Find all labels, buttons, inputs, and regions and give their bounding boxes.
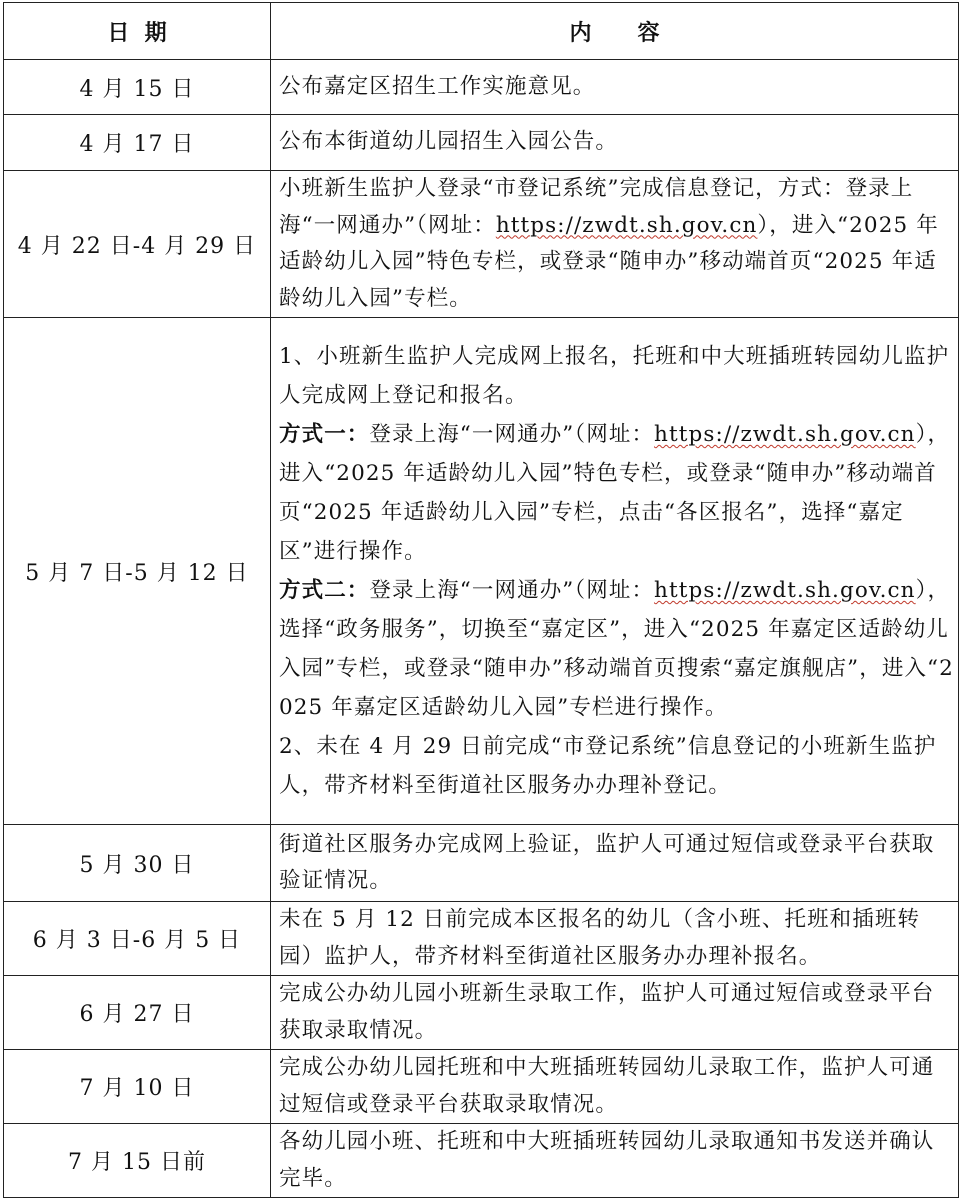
- table-row: [4, 318, 959, 825]
- row-date: 4 月 15 日: [4, 60, 271, 115]
- row-date: 6 月 27 日: [4, 976, 271, 1050]
- content-text: ），进入“2025 年适龄幼儿入园”特色专栏，或登录“随申办”移动端首页“2025 年适龄幼儿入园”专栏。: [279, 212, 939, 311]
- row-date: 7 月 15 日前: [4, 1124, 271, 1198]
- table-row: [4, 60, 959, 115]
- content-text: 登录上海“一网通办”（网址：: [369, 422, 655, 447]
- content-item-2: 2、未在 4 月 29 日前完成“市登记系统”信息登记的小班新生监护人，带齐材料至街道社区服务办办理补登记。: [279, 734, 937, 798]
- content-text: ），选择“政务服务”，切换至“嘉定区”，进入“2025 年嘉定区适龄幼儿入园”专栏，或登录“随申办”移动端首页搜索“嘉定旗舰店”，进入“2025 年嘉定区适龄幼儿入园”专栏进行操作。: [279, 578, 954, 720]
- method-two-label: 方式二：: [279, 578, 370, 603]
- content-column-header: 内 容: [271, 3, 959, 60]
- table-row: [4, 825, 959, 902]
- content-text: ），进入“2025 年适龄幼儿入园”特色专栏，或登录“随申办”移动端首页“2025 年适龄幼儿入园”专栏，点击“各区报名”，选择“嘉定区”进行操作。: [279, 422, 951, 564]
- row-content: 完成公办幼儿园托班和中大班插班转园幼儿录取工作，监护人可通过短信或登录平台获取录取情况。: [271, 1050, 959, 1124]
- row-content: 各幼儿园小班、托班和中大班插班转园幼儿录取通知书发送并确认完毕。: [271, 1124, 959, 1198]
- content-text: 登录上海“一网通办”（网址：: [369, 578, 655, 603]
- content-text: 小班新生监护人登录“市登记系统”完成信息登记，方式：登录上海“一网通办”（网址：: [279, 176, 914, 238]
- website-link[interactable]: https://zwdt.sh.gov.cn: [654, 422, 916, 447]
- table-row: [4, 976, 959, 1050]
- row-date: 5 月 30 日: [4, 825, 271, 902]
- row-content: [271, 318, 959, 825]
- row-content: [271, 171, 959, 318]
- row-date: 5 月 7 日-5 月 12 日: [4, 318, 271, 825]
- method-one: [279, 415, 954, 571]
- date-column-header: 日 期: [4, 3, 271, 60]
- row-content: 公布本街道幼儿园招生入园公告。: [271, 115, 959, 171]
- row-date: 4 月 17 日: [4, 115, 271, 171]
- row-content: 未在 5 月 12 日前完成本区报名的幼儿（含小班、托班和插班转园）监护人，带齐材料至街道社区服务办办理补报名。: [271, 902, 959, 976]
- row-content: 完成公办幼儿园小班新生录取工作，监护人可通过短信或登录平台获取录取情况。: [271, 976, 959, 1050]
- method-two: [279, 571, 954, 727]
- row-date: 7 月 10 日: [4, 1050, 271, 1124]
- row-date: 6 月 3 日-6 月 5 日: [4, 902, 271, 976]
- table-header-row: [4, 3, 959, 60]
- row-content: 街道社区服务办完成网上验证，监护人可通过短信或登录平台获取验证情况。: [271, 825, 959, 902]
- table-row: [4, 171, 959, 318]
- enrollment-schedule-table: [3, 2, 959, 1198]
- website-link[interactable]: https://zwdt.sh.gov.cn: [654, 578, 916, 603]
- table-row: [4, 1050, 959, 1124]
- row-date: 4 月 22 日-4 月 29 日: [4, 171, 271, 318]
- method-one-label: 方式一：: [279, 422, 370, 447]
- content-item-1: 1、小班新生监护人完成网上报名，托班和中大班插班转园幼儿监护人完成网上登记和报名。: [279, 344, 950, 408]
- table-row: [4, 902, 959, 976]
- row-content: 公布嘉定区招生工作实施意见。: [271, 60, 959, 115]
- website-link[interactable]: https://zwdt.sh.gov.cn: [495, 212, 758, 238]
- table-row: [4, 1124, 959, 1198]
- table-row: [4, 115, 959, 171]
